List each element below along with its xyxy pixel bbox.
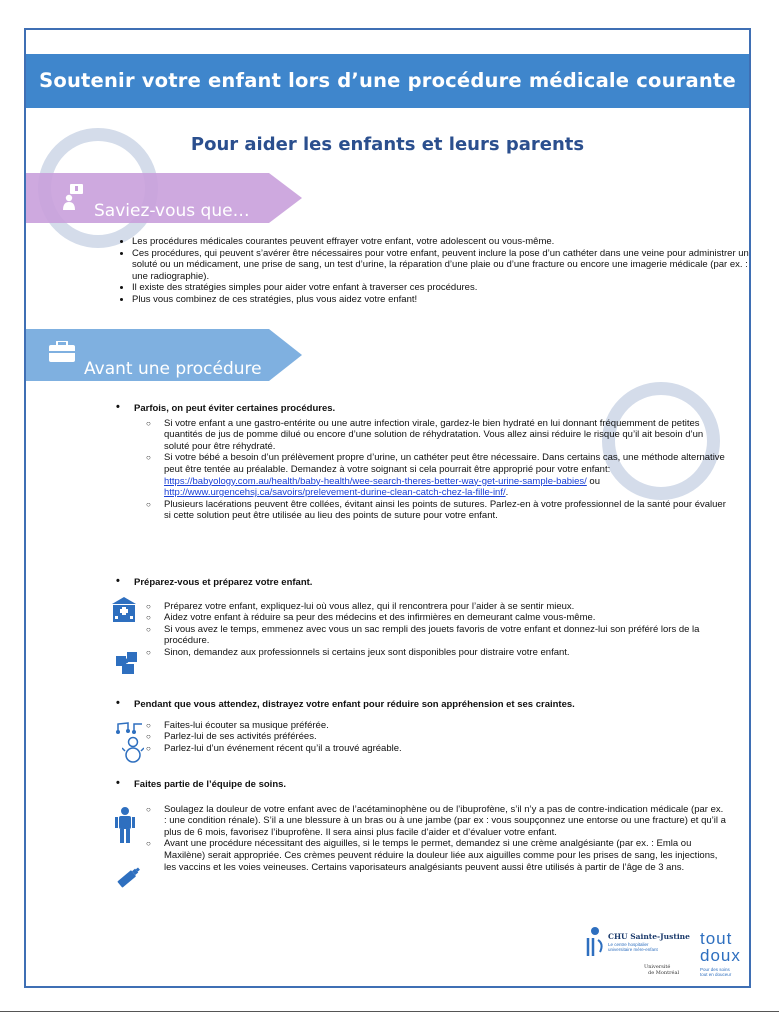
child-figure-icon [114, 806, 136, 844]
list-item: ○ Sinon, demandez aux professionnels si certains jeux sont disponibles pour distraire votre enfant. [164, 647, 726, 659]
list-item: ○ Faites-lui écouter sa musique préférée. [164, 720, 726, 732]
sub-list [116, 804, 726, 874]
bottom-divider [0, 1011, 779, 1012]
chu-subtext: Le centre hospitalier [608, 942, 649, 947]
list-item: ○ Parlez-lui de ses activités préférées. [164, 731, 726, 743]
list-item: ○ Plusieurs lacérations peuvent être collées, évitant ainsi les points de sutures. Parlez-en à votre professionnel de la santé pour évaluer si cette solution peut être utilisée au lieu des points de suture pour votre enfant. [164, 499, 726, 522]
document-page [24, 28, 751, 988]
hospital-icon [110, 596, 138, 624]
list-item: • Plus vous combinez de ces stratégies, plus vous aidez votre enfant! [132, 294, 751, 306]
list-item-text: . [505, 487, 509, 499]
tout-doux-logo [700, 930, 746, 984]
section-heading: • Faites partie de l’équipe de soins. [116, 779, 726, 791]
list-item: ○ Préparez votre enfant, expliquez-lui où vous allez, qui il rencontrera pour l’aider à se sentir mieux. [164, 601, 726, 613]
section-heading: • Parfois, on peut éviter certaines procédures. [116, 403, 726, 415]
puzzle-icon [114, 650, 140, 676]
snowman-icon [122, 736, 144, 764]
list-item: • Ces procédures, qui peuvent s’avérer être nécessaires pour votre enfant, peuvent inclure la pose d’un cathéter dans une veine pour administrer un soluté ou un médicament, une prise de sang, un test d’urine, la réparation d’une plaie ou d’une fracture ou encore une imagerie médicale (par ex. : une radiographie). [132, 248, 751, 283]
chu-subtext: universitaire mère-enfant [608, 947, 658, 952]
section-distract [116, 699, 726, 754]
cream-tube-icon [114, 862, 144, 892]
list-item: ○ Si vous avez le temps, emmenez avec vous un sac rempli des jouets favoris de votre enfant et donnez-lui son préféré lors de la procédure. [164, 624, 726, 647]
chu-sainte-justine-logo [582, 926, 690, 986]
list-item: ○ Avant une procédure nécessitant des aiguilles, si le temps le permet, demandez si une crème analgésiante (par ex. : Emla ou Maxilène) serait appropriée. Ces crèmes peuvent réduire la douleur liée aux aiguilles comme pour les prises de sang, les injections, les vaccins et les voies veineuses. Certains vaporisateurs analgésiants peuvent aussi être utilisés à partir de l’âge de 3 ans. [164, 838, 726, 873]
list-item: ○ Soulagez la douleur de votre enfant avec de l’acétaminophène ou de l’ibuprofène, s’il n’y a pas de contre-indication médicale (par ex. : une condition rénale). S’il a une blessure à un bras ou à une jambe (par ex : vous soupçonnez une entorse ou une fracture) et qu’il a plus de 6 mois, favorisez l’ibuprofène. Il sera ainsi plus facile d’aider et d’évaluer votre enfant. [164, 804, 726, 839]
udem-text: de Montréal [648, 970, 680, 976]
briefcase-icon [48, 341, 76, 363]
list-item: ○ Aidez votre enfant à réduire sa peur des médecins et des infirmières en demeurant calme vous-même. [164, 612, 726, 624]
sub-list [116, 720, 726, 755]
chu-emblem-icon [584, 926, 606, 958]
tout-doux-subtext: Pour des soins [700, 967, 730, 972]
babyology-link[interactable]: https://babyology.com.au/health/baby-health/wee-search-theres-better-way-get-urine-sample-babies/ [164, 475, 587, 487]
list-item: • Il existe des stratégies simples pour aider votre enfant à traverser ces procédures. [132, 282, 751, 294]
list-item: • Les procédures médicales courantes peuvent effrayer votre enfant, votre adolescent ou vous-même. [132, 236, 751, 248]
udem-text: Université [644, 964, 671, 970]
list-item: ○ Si votre enfant a une gastro-entérite ou une autre infection virale, gardez-le bien hydraté en lui donnant fréquemment de petites quantités de jus de pomme dilué ou encore d’une solution de réhydratation. Vous allez ainsi réduire le risque qu’il ait besoin d’un soluté pour être réhydraté. [164, 418, 726, 453]
section-heading: • Préparez-vous et préparez votre enfant. [116, 577, 726, 589]
tout-doux-subtext: tout en douceur [700, 972, 732, 977]
section-prepare [116, 577, 726, 659]
list-item-text: ou [586, 475, 601, 487]
chu-name: CHU Sainte-Justine [608, 932, 690, 941]
avant-label: Avant une procédure [84, 359, 262, 379]
list-item: ○ Parlez-lui d’un événement récent qu’il a trouvé agréable. [164, 743, 726, 755]
sub-list [116, 418, 726, 522]
list-item-text: Si votre bébé a besoin d’un prélèvement propre d’urine, un cathéter peut être nécessaire. Dans certains cas, une méthode alternative peut être tentée au préalable. Demandez à votre soignant si cela pourrait être approprié pour votre enfant: [164, 452, 725, 475]
urgencehsj-link[interactable]: http://www.urgencehsj.ca/savoirs/prelevement-durine-clean-catch-chez-la-fille-inf/ [164, 487, 506, 499]
page-subtitle: Pour aider les enfants et leurs parents [190, 134, 585, 155]
tout-doux-word: doux [700, 946, 741, 965]
intro-bullet-list [114, 236, 751, 306]
section-avoid-procedures [116, 403, 726, 522]
page-title-banner: Soutenir votre enfant lors d’une procédure médicale courante [26, 54, 749, 108]
section-care-team [116, 779, 726, 873]
list-item [164, 452, 726, 498]
music-notes-icon [116, 722, 146, 734]
lightbulb-person-icon [62, 182, 88, 212]
section-heading: • Pendant que vous attendez, distrayez votre enfant pour réduire son appréhension et ses craintes. [116, 699, 726, 711]
tout-doux-word: tout [700, 929, 733, 948]
saviez-label: Saviez-vous que… [94, 201, 250, 221]
sub-list [116, 601, 726, 659]
